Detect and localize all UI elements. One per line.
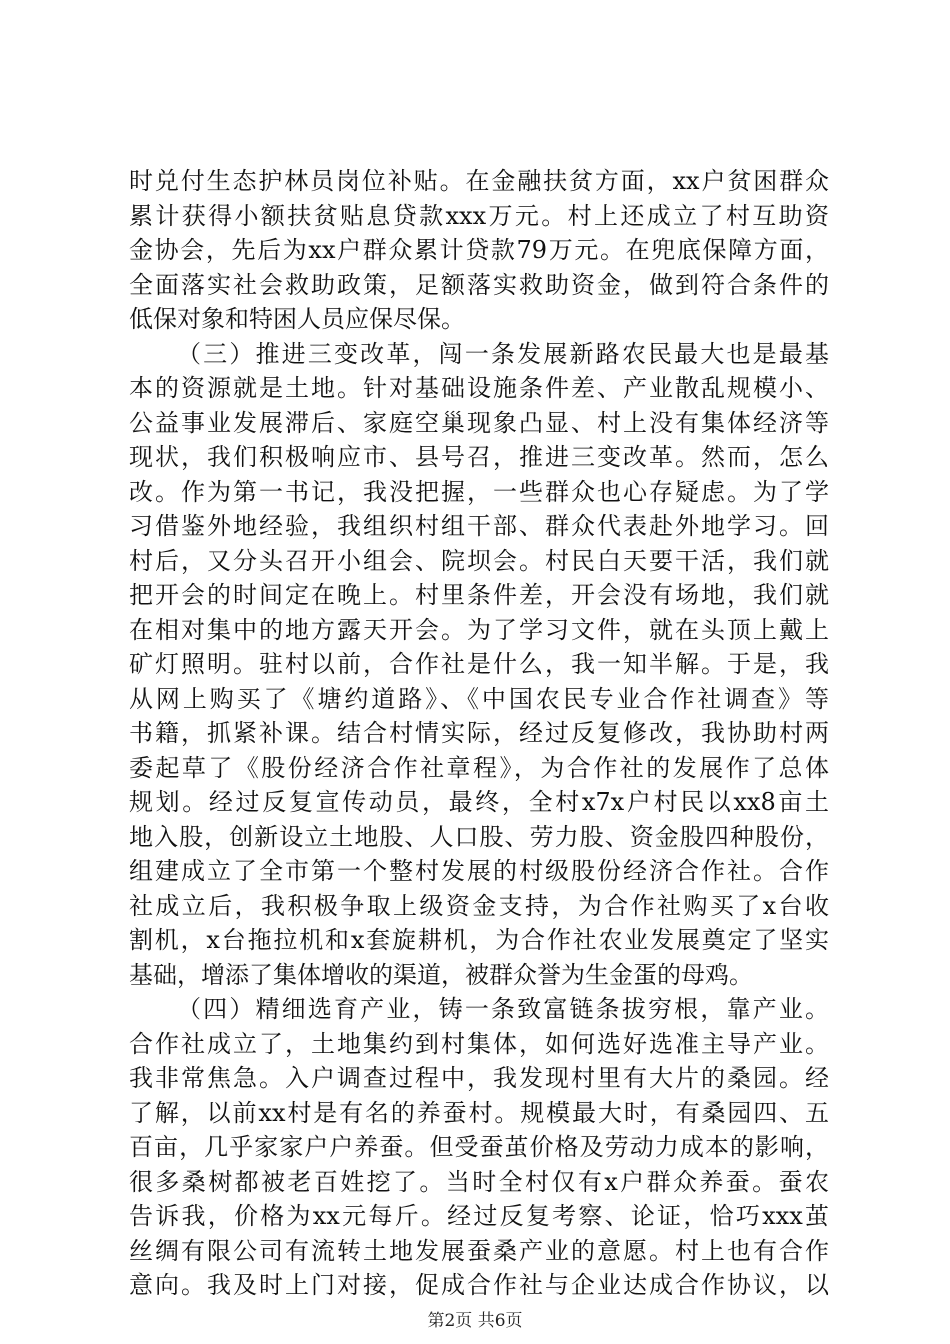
text-line: 在相对集中的地方露天开会。为了学习文件，就在头顶上戴上 bbox=[129, 615, 829, 644]
text-line: 低保对象和特困人员应保尽保。 bbox=[129, 305, 465, 333]
text-line: 金协会，先后为xx户群众累计贷款79万元。在兜底保障方面， bbox=[129, 236, 829, 264]
text-line: 从网上购买了《塘约道路》、《中国农民专业合作社调查》等 bbox=[129, 684, 829, 713]
text-line: 把开会的时间定在晚上。村里条件差，开会没有场地，我们就 bbox=[129, 581, 829, 609]
text-line: 公益事业发展滞后、家庭空巢现象凸显、村上没有集体经济等 bbox=[129, 408, 829, 437]
text-line: 丝绸有限公司有流转土地发展蚕桑产业的意愿。村上也有合作 bbox=[129, 1236, 829, 1265]
text-line: 基础，增添了集体增收的渠道，被群众誉为生金蛋的母鸡。 bbox=[129, 960, 753, 989]
section-heading-line: （四）精细选育产业，铸一条致富链条拔穷根，靠产业。 bbox=[177, 995, 829, 1023]
text-line: 地入股，创新设立土地股、人口股、劳力股、资金股四种股份， bbox=[129, 822, 829, 851]
text-line: 规划。经过反复宣传动员，最终，全村x7x户村民以xx8亩土 bbox=[129, 788, 829, 816]
text-line: 意向。我及时上门对接，促成合作社与企业达成合作协议，以 bbox=[129, 1271, 829, 1299]
text-line: 了解，以前xx村是有名的养蚕村。规模最大时，有桑园四、五 bbox=[129, 1098, 829, 1127]
text-line: 很多桑树都被老百姓挖了。当时全村仅有x户群众养蚕。蚕农 bbox=[129, 1167, 829, 1196]
text-line: 村后，又分头召开小组会、院坝会。村民白天要干活，我们就 bbox=[129, 546, 829, 575]
text-line: 我非常焦急。入户调查过程中，我发现村里有大片的桑园。经 bbox=[129, 1064, 829, 1092]
text-line: 告诉我，价格为xx元每斤。经过反复考察、论证，恰巧xxx茧 bbox=[129, 1202, 829, 1230]
text-line: 百亩，几乎家家户户养蚕。但受蚕茧价格及劳动力成本的影响， bbox=[129, 1133, 829, 1161]
text-line: 累计获得小额扶贫贴息贷款xxx万元。村上还成立了村互助资 bbox=[129, 201, 829, 230]
text-line: 合作社成立了，土地集约到村集体，如何选好选准主导产业。 bbox=[129, 1029, 829, 1058]
text-line: 委起草了《股份经济合作社章程》，为合作社的发展作了总体 bbox=[129, 753, 829, 782]
text-line: 改。作为第一书记，我没把握，一些群众也心存疑虑。为了学 bbox=[129, 477, 829, 506]
text-line: 本的资源就是土地。针对基础设施条件差、产业散乱规模小、 bbox=[129, 374, 829, 402]
body-text bbox=[129, 164, 829, 1303]
text-line: 矿灯照明。驻村以前，合作社是什么，我一知半解。于是，我 bbox=[129, 650, 829, 678]
text-line: 习借鉴外地经验，我组织村组干部、群众代表赴外地学习。回 bbox=[129, 512, 829, 540]
text-line: 全面落实社会救助政策，足额落实救助资金，做到符合条件的 bbox=[129, 270, 829, 299]
text-line: 书籍，抓紧补课。结合村情实际，经过反复修改，我协助村两 bbox=[129, 719, 829, 747]
text-line: 时兑付生态护林员岗位补贴。在金融扶贫方面，xx户贫困群众 bbox=[129, 167, 829, 195]
text-line: 社成立后，我积极争取上级资金支持，为合作社购买了x台收 bbox=[129, 891, 829, 920]
section-heading-line: （三）推进三变改革，闯一条发展新路农民最大也是最基 bbox=[177, 339, 829, 368]
text-line: 现状，我们积极响应市、县号召，推进三变改革。然而，怎么 bbox=[129, 443, 829, 471]
text-line: 割机，x台拖拉机和x套旋耕机，为合作社农业发展奠定了坚实 bbox=[129, 926, 829, 954]
page-number-footer: 第2页 共6页 bbox=[427, 1311, 523, 1331]
text-line: 组建成立了全市第一个整村发展的村级股份经济合作社。合作 bbox=[129, 857, 829, 885]
